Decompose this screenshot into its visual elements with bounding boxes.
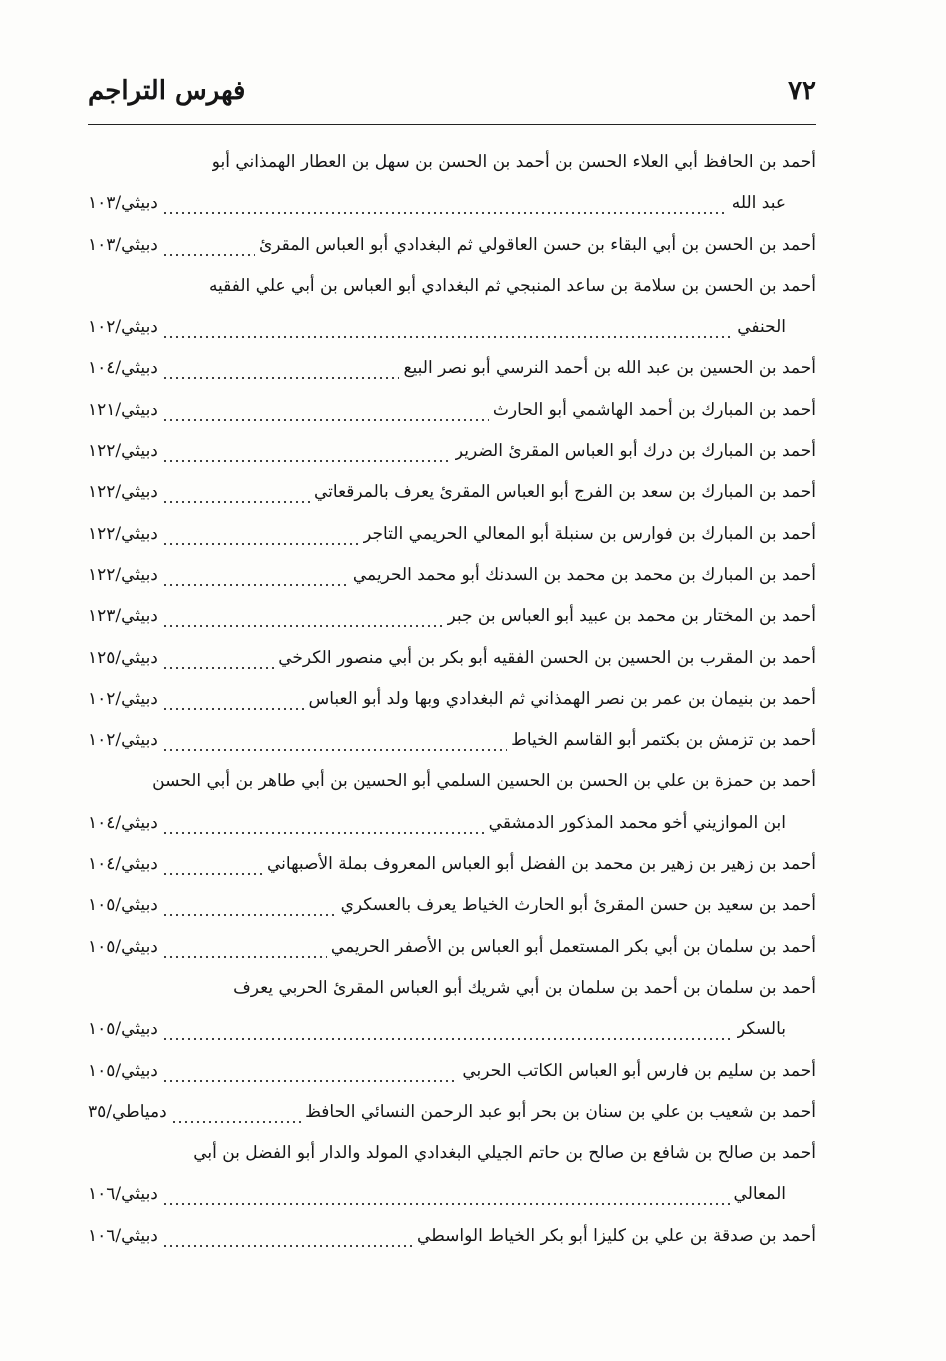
source-reference: دبيثي/١٠٤ [88, 358, 158, 379]
dot-leader [162, 225, 255, 266]
source-reference: دبيثي/١٢٢ [88, 482, 158, 503]
entry-line [88, 1174, 816, 1215]
entry-line [88, 1051, 816, 1092]
entry-line [88, 596, 816, 637]
entry-name-text: أحمد بن سليم بن فارس أبو العباس الكاتب الحربي [462, 1060, 816, 1081]
entry-name-text: أحمد بن المختار بن محمد بن عبيد أبو العباس بن جبر [447, 606, 816, 627]
index-entry [88, 720, 816, 761]
entry-line [88, 679, 816, 720]
index-entry [88, 1092, 816, 1133]
source-reference: دبيثي/١٠٦ [88, 1225, 158, 1246]
dot-leader [162, 885, 337, 926]
entry-line [88, 720, 816, 761]
entry-line [88, 142, 816, 183]
entry-name-text: أحمد بن الحسين بن عبد الله بن أحمد النرسي أبو نصر البيع [403, 358, 816, 379]
entry-line [88, 638, 816, 679]
entry-line [88, 1216, 816, 1257]
source-reference: دبيثي/١٠٥ [88, 895, 158, 916]
entry-line [88, 1009, 816, 1050]
running-title: فهرس التراجم [88, 76, 246, 106]
entry-line [88, 761, 816, 802]
entry-line [88, 183, 816, 224]
index-entry [88, 1133, 816, 1216]
index-entry [88, 638, 816, 679]
index-entry [88, 555, 816, 596]
entry-name-text: أحمد بن سعيد بن حسن المقرئ أبو الحارث الخياط يعرف بالعسكري [340, 895, 816, 916]
dot-leader [162, 555, 349, 596]
entry-line [88, 844, 816, 885]
source-reference: دمياطي/٣٥ [88, 1101, 167, 1122]
index-entry [88, 472, 816, 513]
entry-line [88, 472, 816, 513]
entry-name-text: الحنفي [737, 317, 786, 338]
source-reference: دبيثي/١٠٦ [88, 1184, 158, 1205]
entry-line [88, 390, 816, 431]
index-entry [88, 1216, 816, 1257]
entry-name-text: أحمد بن المبارك بن سعد بن الفرج أبو العباس المقرئ يعرف بالمرقعاتي [314, 482, 816, 503]
source-reference: دبيثي/١٠٤ [88, 854, 158, 875]
dot-leader [162, 514, 359, 555]
dot-leader [162, 596, 444, 637]
source-reference: دبيثي/١٠٥ [88, 1019, 158, 1040]
source-reference: دبيثي/١٢٢ [88, 564, 158, 585]
entry-line [88, 514, 816, 555]
entry-line [88, 555, 816, 596]
entry-line [88, 885, 816, 926]
dot-leader [162, 720, 507, 761]
source-reference: دبيثي/١٢٥ [88, 647, 158, 668]
entry-name-text: أحمد بن صدقة بن علي بن كليزا أبو بكر الخياط الواسطي [417, 1225, 816, 1246]
entry-line [88, 431, 816, 472]
dot-leader [162, 472, 310, 513]
dot-leader [162, 431, 451, 472]
entry-name-text: أحمد بن المبارك بن درك أبو العباس المقرئ الضرير [454, 441, 816, 462]
entry-name-text: أحمد بن تزمش بن بكتمر أبو القاسم الخياط [511, 730, 816, 751]
entry-name-text: أحمد بن المبارك بن فوارس بن سنبلة أبو المعالي الحريمي التاجر [363, 523, 816, 544]
entry-line [88, 307, 816, 348]
entry-name-text: أحمد بن الحسن بن سلامة بن ساعد المنبجي ثم البغدادي أبو العباس بن أبي علي الفقيه [208, 275, 816, 296]
index-entry [88, 390, 816, 431]
index-entry [88, 761, 816, 844]
index-entry [88, 968, 816, 1051]
source-reference: دبيثي/١٠٢ [88, 688, 158, 709]
source-reference: دبيثي/١٠٣ [88, 193, 158, 214]
index-entry [88, 844, 816, 885]
page-header [88, 70, 816, 118]
entry-name-text: عبد الله [731, 193, 786, 214]
index-entry [88, 679, 816, 720]
index-entry [88, 1051, 816, 1092]
dot-leader [162, 679, 305, 720]
index-entry [88, 927, 816, 968]
entry-name-text: أحمد بن حمزة بن علي بن الحسن بن الحسين السلمي أبو الحسين بن أبي طاهر بن أبي الحسن [152, 771, 816, 792]
dot-leader [162, 844, 263, 885]
dot-leader [171, 1092, 301, 1133]
dot-leader [162, 307, 733, 348]
source-reference: دبيثي/١٠٣ [88, 234, 158, 255]
source-reference: دبيثي/١٠٢ [88, 317, 158, 338]
source-reference: دبيثي/١٠٥ [88, 936, 158, 957]
entry-name-text: أحمد بن المبارك بن محمد بن محمد بن السدنك أبو محمد الحريمي [352, 564, 816, 585]
dot-leader [162, 1051, 459, 1092]
dot-leader [162, 183, 728, 224]
index-entry [88, 596, 816, 637]
source-reference: دبيثي/١٢٣ [88, 606, 158, 627]
source-reference: دبيثي/١٠٥ [88, 1060, 158, 1081]
entry-name-text: بالسكر [736, 1019, 786, 1040]
source-reference: دبيثي/١٢١ [88, 399, 158, 420]
dot-leader [162, 390, 489, 431]
entry-name-text: ابن الموازيني أخو محمد المذكور الدمشقي [488, 812, 786, 833]
entry-name-text: أحمد بن شعيب بن علي بن سنان بن بحر أبو عبد الرحمن النسائي الحافظ [305, 1101, 816, 1122]
source-reference: دبيثي/١٠٢ [88, 730, 158, 751]
entry-name-text: أحمد بن سلمان بن أبي بكر المستعمل أبو العباس بن الأصفر الحريمي [330, 936, 816, 957]
index-entry [88, 142, 816, 225]
entry-name-text: المعالي [733, 1184, 786, 1205]
index-entry [88, 514, 816, 555]
page-number: ٧٢ [788, 76, 816, 106]
entry-name-text: أحمد بن الحسن بن أبي البقاء بن حسن العاقولي ثم البغدادي أبو العباس المقرئ [258, 234, 816, 255]
entry-name-text: أحمد بن زهير بن زهير بن محمد بن الفضل أبو العباس المعروف بملة الأصبهاني [267, 854, 816, 875]
source-reference: دبيثي/١٠٤ [88, 812, 158, 833]
source-reference: دبيثي/١٢٢ [88, 441, 158, 462]
index-entry [88, 885, 816, 926]
dot-leader [162, 1009, 733, 1050]
entry-line [88, 927, 816, 968]
entry-name-text: أحمد بن بنيمان بن عمر بن نصر الهمذاني ثم البغدادي وبها ولد أبو العباس [308, 688, 816, 709]
entry-name-text: أحمد بن صالح بن شافع بن صالح بن حاتم الجيلي البغدادي المولد والدار أبو الفضل بن أبي [193, 1143, 816, 1164]
entry-line [88, 803, 816, 844]
index-entry [88, 225, 816, 266]
index-entry [88, 266, 816, 349]
dot-leader [162, 1174, 730, 1215]
dot-leader [162, 638, 274, 679]
entry-line [88, 1133, 816, 1174]
entry-name-text: أحمد بن المبارك بن أحمد الهاشمي أبو الحارث [492, 399, 816, 420]
entry-line [88, 1092, 816, 1133]
header-divider [88, 124, 816, 125]
index-entry [88, 348, 816, 389]
index-entry [88, 431, 816, 472]
dot-leader [162, 348, 400, 389]
index-entries [88, 142, 816, 1257]
entry-name-text: أحمد بن المقرب بن الحسين بن الحسن الفقيه أبو بكر بن أبي منصور الكرخي [278, 647, 816, 668]
dot-leader [162, 1216, 413, 1257]
dot-leader [162, 927, 327, 968]
entry-line [88, 348, 816, 389]
source-reference: دبيثي/١٢٢ [88, 523, 158, 544]
entry-line [88, 266, 816, 307]
entry-name-text: أحمد بن الحافظ أبي العلاء الحسن بن أحمد بن الحسن بن سهل بن العطار الهمذاني أبو [211, 152, 816, 172]
dot-leader [162, 803, 485, 844]
entry-line [88, 968, 816, 1009]
entry-name-text: أحمد بن سلمان بن أحمد بن سلمان بن أبي شريك أبو العباس المقرئ الحربي يعرف [233, 977, 816, 998]
entry-line [88, 225, 816, 266]
